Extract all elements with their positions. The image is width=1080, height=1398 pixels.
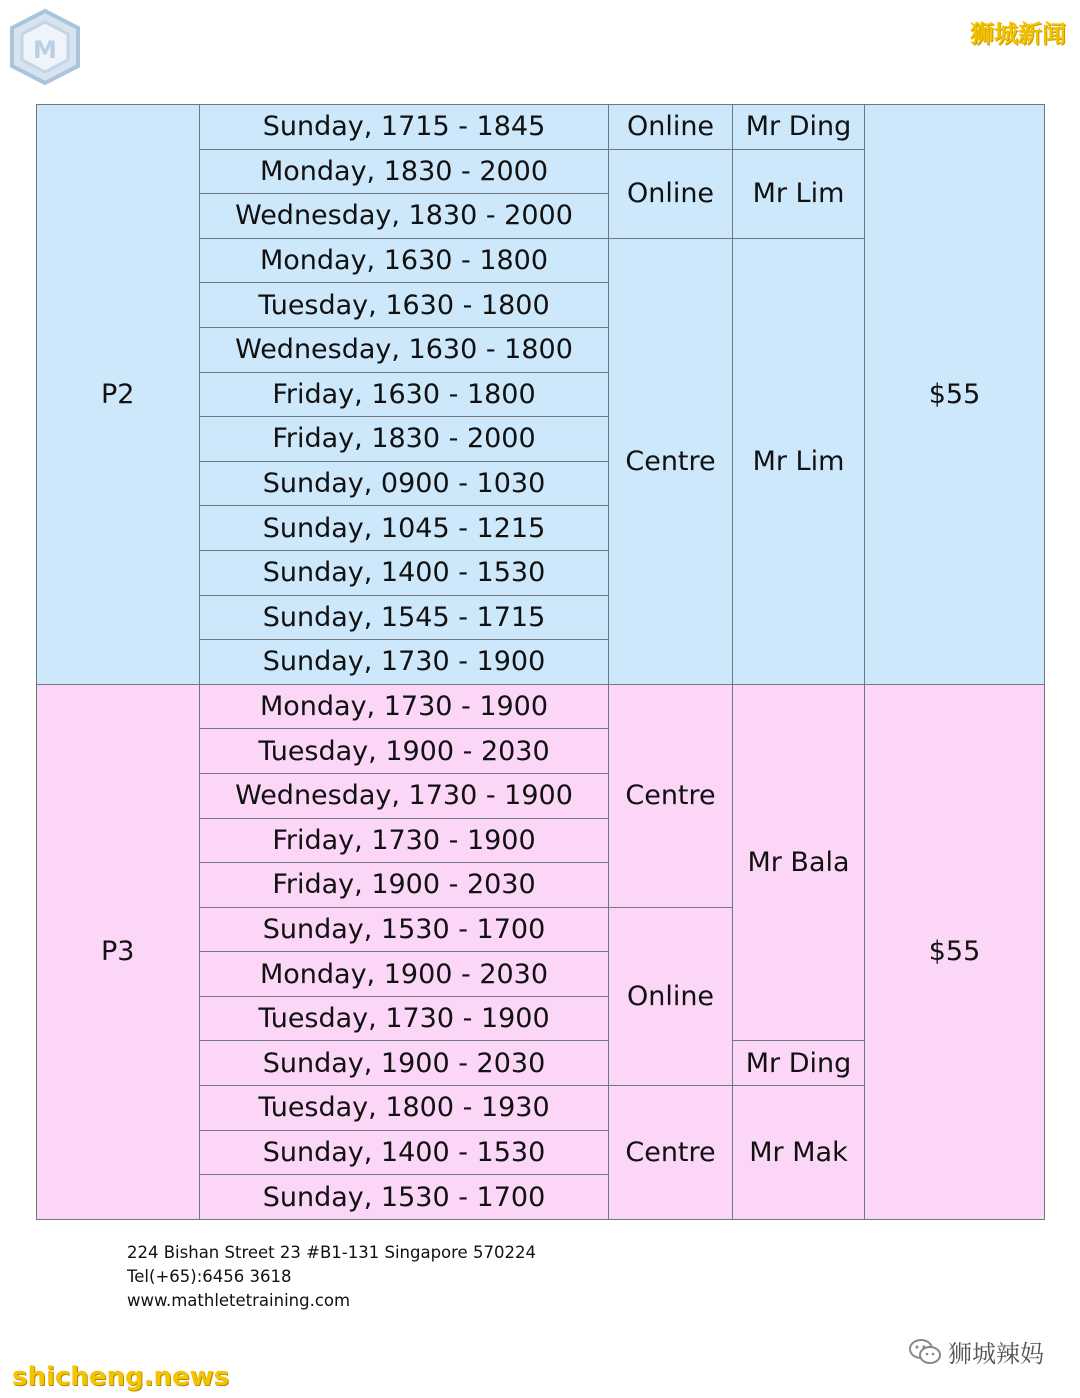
watermark-bottom-left: shicheng.news bbox=[12, 1362, 230, 1392]
svg-text:M: M bbox=[33, 36, 57, 64]
mode-cell: Centre bbox=[609, 1086, 733, 1220]
mode-cell: Online bbox=[609, 105, 733, 150]
session-cell: Monday, 1730 - 1900 bbox=[200, 684, 609, 729]
session-cell: Sunday, 1530 - 1700 bbox=[200, 1175, 609, 1220]
mode-cell: Centre bbox=[609, 684, 733, 907]
teacher-cell: Mr Lim bbox=[733, 238, 865, 684]
session-cell: Sunday, 1715 - 1845 bbox=[200, 105, 609, 150]
mode-cell: Online bbox=[609, 149, 733, 238]
teacher-cell: Mr Lim bbox=[733, 149, 865, 238]
teacher-cell: Mr Ding bbox=[733, 1041, 865, 1086]
session-cell: Tuesday, 1900 - 2030 bbox=[200, 729, 609, 774]
class-schedule-table bbox=[36, 104, 1045, 1220]
session-cell: Monday, 1830 - 2000 bbox=[200, 149, 609, 194]
phone-line: Tel(+65):6456 3618 bbox=[127, 1267, 292, 1286]
mode-cell: Centre bbox=[609, 238, 733, 684]
session-cell: Sunday, 1400 - 1530 bbox=[200, 1130, 609, 1175]
session-cell: Wednesday, 1630 - 1800 bbox=[200, 327, 609, 372]
session-cell: Tuesday, 1630 - 1800 bbox=[200, 283, 609, 328]
contact-footer bbox=[127, 1241, 536, 1313]
level-cell: P3 bbox=[37, 684, 200, 1219]
session-cell: Monday, 1900 - 2030 bbox=[200, 952, 609, 997]
session-cell: Sunday, 1900 - 2030 bbox=[200, 1041, 609, 1086]
session-cell: Wednesday, 1830 - 2000 bbox=[200, 194, 609, 239]
level-cell: P2 bbox=[37, 105, 200, 685]
watermark-top-right: 狮城新闻 bbox=[970, 20, 1066, 48]
teacher-cell: Mr Bala bbox=[733, 684, 865, 1041]
company-logo bbox=[8, 8, 82, 86]
price-cell: $55 bbox=[865, 684, 1045, 1219]
session-cell: Tuesday, 1730 - 1900 bbox=[200, 996, 609, 1041]
price-cell: $55 bbox=[865, 105, 1045, 685]
wechat-icon bbox=[908, 1338, 942, 1366]
wechat-account-name: 狮城辣妈 bbox=[948, 1340, 1044, 1368]
wechat-watermark bbox=[908, 1334, 1044, 1369]
session-cell: Monday, 1630 - 1800 bbox=[200, 238, 609, 283]
session-cell: Sunday, 1545 - 1715 bbox=[200, 595, 609, 640]
session-cell: Sunday, 1045 - 1215 bbox=[200, 506, 609, 551]
session-cell: Sunday, 1530 - 1700 bbox=[200, 907, 609, 952]
session-cell: Sunday, 1730 - 1900 bbox=[200, 640, 609, 685]
session-cell: Wednesday, 1730 - 1900 bbox=[200, 773, 609, 818]
session-cell: Friday, 1830 - 2000 bbox=[200, 417, 609, 462]
session-cell: Sunday, 1400 - 1530 bbox=[200, 550, 609, 595]
website-link[interactable]: www.mathletetraining.com bbox=[127, 1291, 351, 1310]
table-row bbox=[37, 684, 1045, 729]
mode-cell: Online bbox=[609, 907, 733, 1085]
session-cell: Tuesday, 1800 - 1930 bbox=[200, 1086, 609, 1131]
session-cell: Sunday, 0900 - 1030 bbox=[200, 461, 609, 506]
session-cell: Friday, 1630 - 1800 bbox=[200, 372, 609, 417]
session-cell: Friday, 1900 - 2030 bbox=[200, 863, 609, 908]
session-cell: Friday, 1730 - 1900 bbox=[200, 818, 609, 863]
address-line: 224 Bishan Street 23 #B1-131 Singapore 570224 bbox=[127, 1243, 536, 1262]
teacher-cell: Mr Ding bbox=[733, 105, 865, 150]
table-row bbox=[37, 105, 1045, 150]
teacher-cell: Mr Mak bbox=[733, 1086, 865, 1220]
